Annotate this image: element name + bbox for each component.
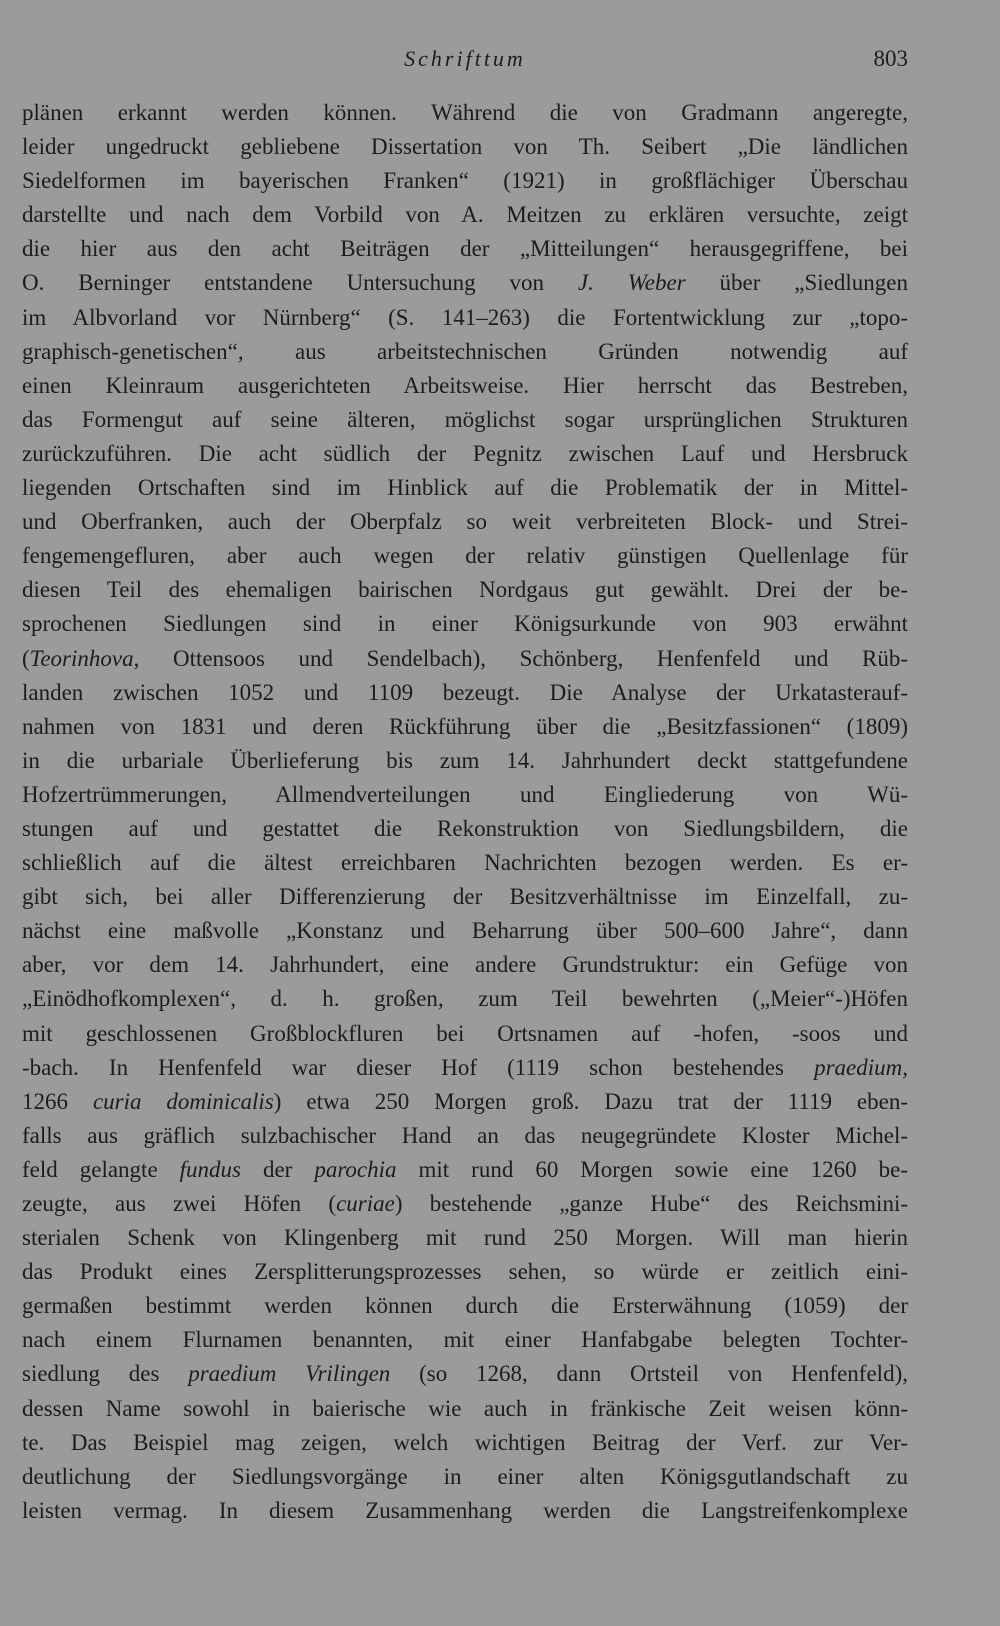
text-segment: nahmen von 1831 und deren Rückführung über die „Besitzfassionen“ (1809)	[22, 713, 908, 739]
text-line	[22, 880, 908, 914]
text-segment: aber, vor dem 14. Jahrhundert, eine andere Grundstruktur: ein Gefüge von	[22, 952, 908, 978]
text-segment: O. Berninger entstandene Untersuchung von	[22, 270, 578, 296]
text-segment: gibt sich, bei aller Differenzierung der Besitzverhältnisse im Einzelfall, zu-	[22, 884, 908, 910]
text-segment: mit rund 60 Morgen sowie eine 1260 be-	[396, 1156, 908, 1182]
text-segment: im Albvorland vor Nürnberg“ (S. 141–263) die Fortentwicklung zur „topo-	[22, 304, 908, 330]
text-segment: mit geschlossenen Großblockfluren bei Ortsnamen auf -hofen, -soos und	[22, 1020, 908, 1046]
text-line	[22, 471, 908, 505]
text-line	[22, 1153, 908, 1187]
text-line	[22, 778, 908, 812]
text-line	[22, 1460, 908, 1494]
italic-text: curia dominicalis	[92, 1088, 274, 1114]
text-line	[22, 1323, 908, 1357]
text-segment: landen zwischen 1052 und 1109 bezeugt. Die Analyse der Urkatasterauf-	[22, 679, 908, 705]
italic-text: praedium,	[814, 1054, 908, 1080]
text-segment: der	[240, 1156, 315, 1182]
text-segment: te. Das Beispiel mag zeigen, welch wichtigen Beitrag der Verf. zur Ver-	[22, 1429, 908, 1455]
text-line	[22, 96, 908, 130]
text-segment: einen Kleinraum ausgerichteten Arbeitsweise. Hier herrscht das Bestreben,	[22, 372, 908, 398]
text-segment: germaßen bestimmt werden können durch die Ersterwähnung (1059) der	[22, 1293, 908, 1319]
text-segment: über „Siedlungen	[685, 270, 908, 296]
text-line	[22, 710, 908, 744]
text-segment: , Ottensoos und Sendelbach), Schönberg, Henfenfeld und Rüb-	[133, 645, 908, 671]
text-line	[22, 1085, 908, 1119]
text-segment: ) etwa 250 Morgen groß. Dazu trat der 1119 eben-	[273, 1088, 908, 1114]
text-line	[22, 1494, 908, 1528]
text-line	[22, 676, 908, 710]
italic-text: Teorinhova	[29, 645, 134, 671]
text-segment: schließlich auf die ältest erreichbaren Nachrichten bezogen werden. Es er-	[22, 850, 908, 876]
text-segment: stungen auf und gestattet die Rekonstruktion von Siedlungsbildern, die	[22, 815, 908, 841]
text-line	[22, 164, 908, 198]
italic-text: parochia	[314, 1156, 397, 1182]
text-line	[22, 982, 908, 1016]
text-segment: nächst eine maßvolle „Konstanz und Beharrung über 500–600 Jahre“, dann	[22, 918, 908, 944]
italic-text: curiae	[336, 1191, 395, 1216]
text-line	[22, 130, 908, 164]
text-line	[22, 266, 908, 300]
text-segment: leider ungedruckt gebliebene Dissertation von Th. Seibert „Die ländlichen	[22, 134, 908, 160]
italic-text: J. Weber	[577, 270, 686, 296]
text-line	[22, 1426, 908, 1460]
text-segment: das Produkt eines Zersplitterungsprozesses sehen, so würde er zeitlich eini-	[22, 1259, 908, 1285]
italic-text: praedium Vrilingen	[188, 1361, 391, 1387]
text-segment: ) bestehende „ganze Hube“ des Reichsmini-	[394, 1191, 908, 1216]
text-segment: siedlung des	[22, 1361, 189, 1387]
running-title: Schrifttum	[404, 46, 526, 71]
text-segment: und Oberfranken, auch der Oberpfalz so weit verbreiteten Block- und Strei-	[22, 509, 908, 535]
text-segment: zeugte, aus zwei Höfen (	[22, 1191, 337, 1216]
italic-text: fundus	[179, 1156, 241, 1182]
text-line	[22, 812, 908, 846]
text-line	[22, 914, 908, 948]
text-line	[22, 1017, 908, 1051]
text-line	[22, 1392, 908, 1426]
text-segment: Siedelformen im bayerischen Franken“ (1921) in großflächiger Überschau	[22, 168, 908, 194]
body-text	[22, 96, 908, 1528]
text-line	[22, 437, 908, 471]
text-line	[22, 846, 908, 880]
text-line	[22, 335, 908, 369]
text-segment: 1266	[22, 1088, 93, 1114]
text-line	[22, 403, 908, 437]
text-segment: sprochenen Siedlungen sind in einer Königsurkunde von 903 erwähnt	[22, 611, 908, 637]
text-line	[22, 1187, 908, 1221]
text-segment: leisten vermag. In diesem Zusammenhang werden die Langstreifenkomplexe	[22, 1497, 908, 1523]
text-segment: -bach. In Henfenfeld war dieser Hof (1119 schon bestehendes	[22, 1054, 815, 1080]
text-segment: feld gelangte	[22, 1156, 180, 1182]
text-segment: darstellte und nach dem Vorbild von A. Meitzen zu erklären versuchte, zeigt	[22, 202, 908, 228]
text-line	[22, 1051, 908, 1085]
text-line	[22, 1357, 908, 1391]
text-segment: sterialen Schenk von Klingenberg mit rund 250 Morgen. Will man hierin	[22, 1225, 908, 1251]
text-line	[22, 301, 908, 335]
text-segment: plänen erkannt werden können. Während die von Gradmann angeregte,	[22, 100, 908, 125]
text-line	[22, 505, 908, 539]
text-segment: dessen Name sowohl in baierische wie auch in fränkische Zeit weisen könn-	[22, 1395, 908, 1421]
text-line	[22, 1255, 908, 1289]
text-line	[22, 744, 908, 778]
text-segment: diesen Teil des ehemaligen bairischen Nordgaus gut gewählt. Drei der be-	[22, 577, 908, 603]
text-segment: (	[22, 645, 30, 671]
text-segment: nach einem Flurnamen benannten, mit einer Hanfabgabe belegten Tochter-	[22, 1327, 908, 1353]
text-line	[22, 573, 908, 607]
text-segment: fengemengefluren, aber auch wegen der relativ günstigen Quellenlage für	[22, 543, 908, 569]
text-line	[22, 539, 908, 573]
text-line	[22, 369, 908, 403]
text-segment: zurückzuführen. Die acht südlich der Pegnitz zwischen Lauf und Hersbruck	[22, 440, 908, 466]
text-line	[22, 607, 908, 641]
text-line	[22, 232, 908, 266]
text-segment: das Formengut auf seine älteren, möglichst sogar ursprünglichen Strukturen	[22, 406, 908, 432]
text-line	[22, 1119, 908, 1153]
text-line	[22, 198, 908, 232]
text-line	[22, 948, 908, 982]
text-segment: graphisch-genetischen“, aus arbeitstechnischen Gründen notwendig auf	[22, 338, 908, 364]
text-line	[22, 642, 908, 676]
text-segment: liegenden Ortschaften sind im Hinblick auf die Problematik der in Mittel-	[22, 475, 908, 501]
text-segment: die hier aus den acht Beiträgen der „Mitteilungen“ herausgegriffene, bei	[22, 236, 908, 262]
page-number: 803	[873, 46, 908, 71]
text-line	[22, 1289, 908, 1323]
text-line	[22, 1221, 908, 1255]
text-segment: Hofzertrümmerungen, Allmendverteilungen und Eingliederung von Wü-	[22, 781, 908, 807]
text-segment: in die urbariale Überlieferung bis zum 14. Jahrhundert deckt stattgefundene	[22, 747, 908, 773]
text-segment: (so 1268, dann Ortsteil von Henfenfeld),	[390, 1361, 908, 1387]
text-segment: falls aus gräflich sulzbachischer Hand an das neugegründete Kloster Michel-	[22, 1122, 908, 1148]
text-segment: deutlichung der Siedlungsvorgänge in einer alten Königsgutlandschaft zu	[22, 1463, 908, 1489]
page-header	[22, 42, 908, 76]
text-segment: „Einödhofkomplexen“, d. h. großen, zum Teil bewehrten („Meier“-)Höfen	[22, 986, 908, 1012]
